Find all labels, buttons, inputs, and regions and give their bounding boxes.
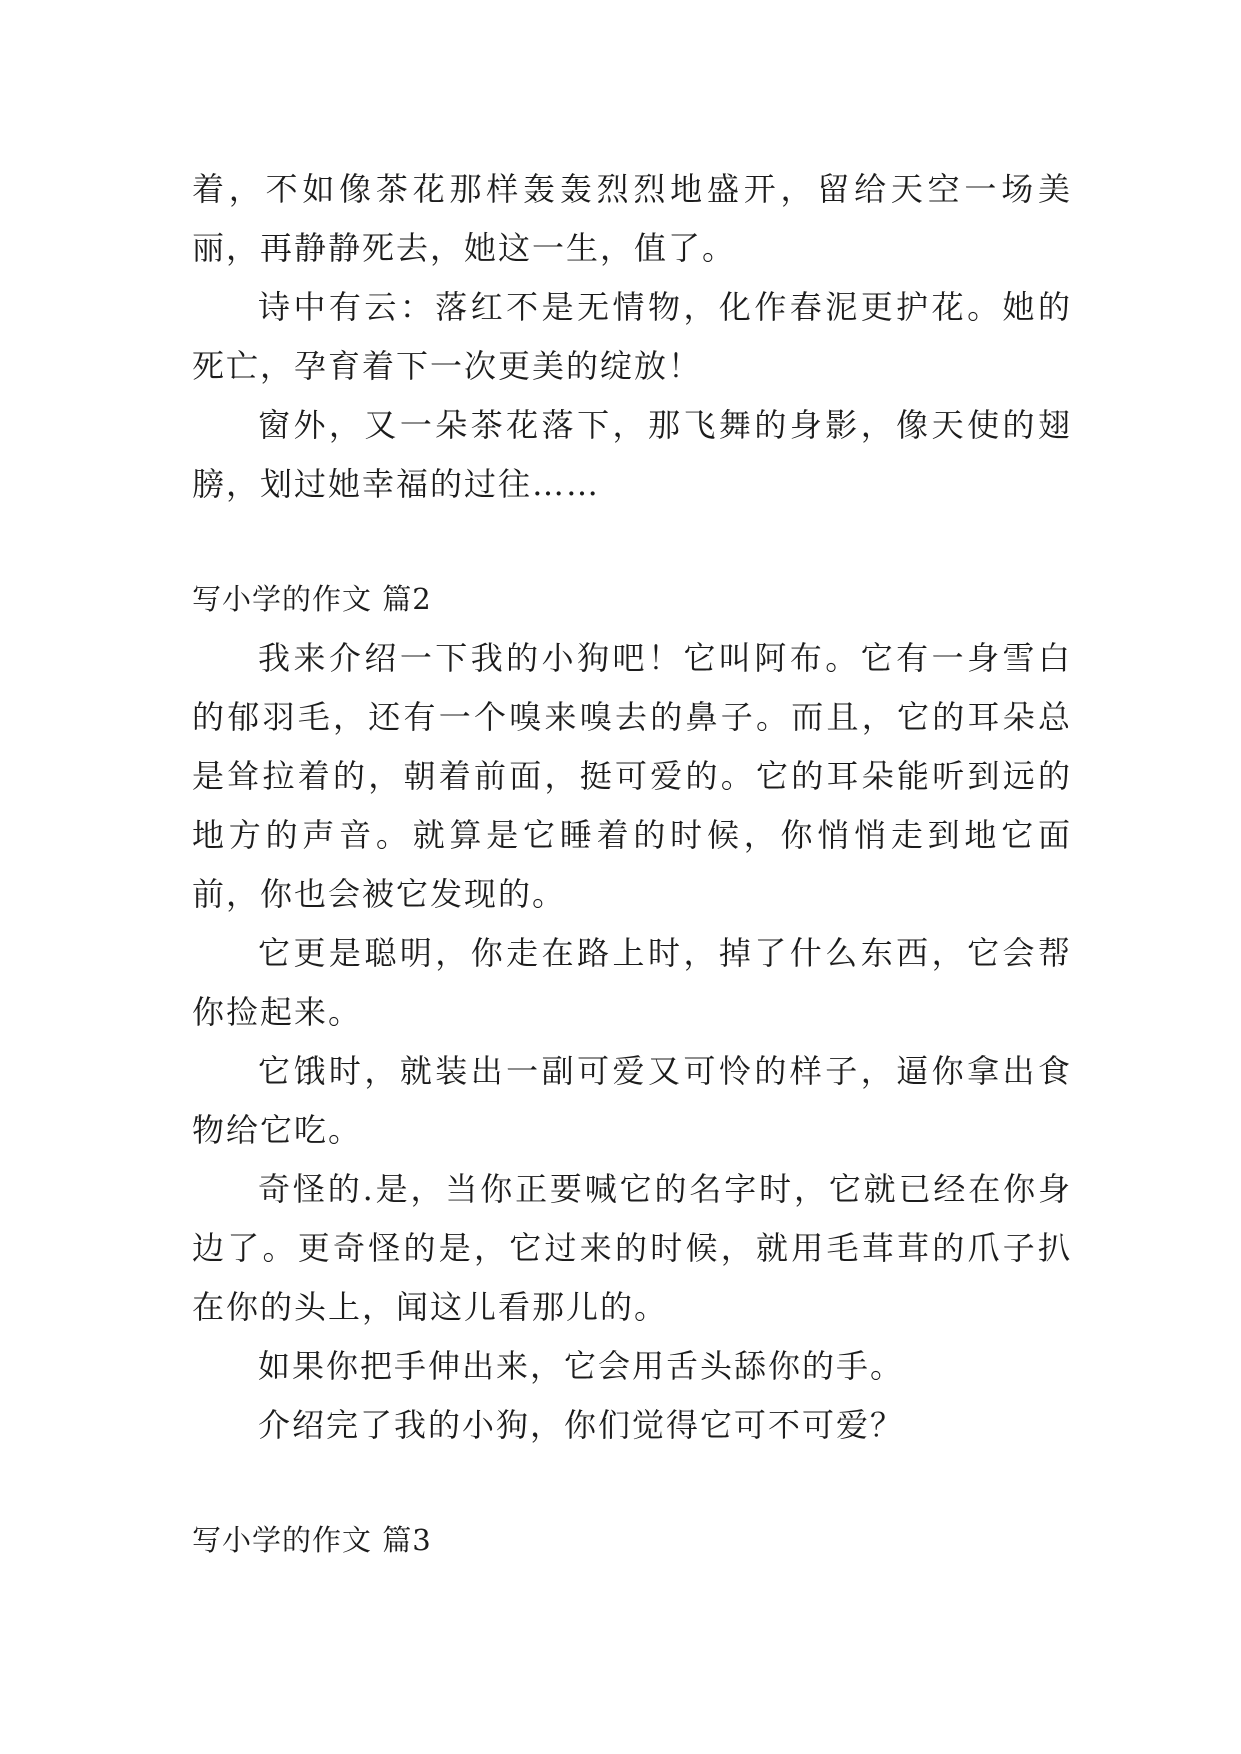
paragraph: 着，不如像茶花那样轰轰烈烈地盛开，留给天空一场美丽，再静静死去，她这一生，值了。 [192, 170, 1072, 267]
paragraph: 它更是聪明，你走在路上时，掉了什么东西，它会帮你捡起来。 [192, 934, 1072, 1031]
section-title: 写小学的作文 篇2 [192, 582, 432, 616]
section-title: 写小学的作文 篇3 [192, 1523, 432, 1557]
paragraph: 如果你把手伸出来，它会用舌头舔你的手。 [258, 1347, 905, 1385]
paragraph: 介绍完了我的小狗，你们觉得它可不可爱？ [258, 1406, 905, 1444]
document-body [192, 160, 1072, 1570]
paragraph: 诗中有云：落红不是无情物，化作春泥更护花。她的死亡，孕育着下一次更美的绽放！ [192, 288, 1072, 385]
paragraph: 窗外，又一朵茶花落下，那飞舞的身影，像天使的翅膀，划过她幸福的过往…… [192, 406, 1072, 503]
paragraph: 我来介绍一下我的小狗吧！它叫阿布。它有一身雪白的郁羽毛，还有一个嗅来嗅去的鼻子。而且，它的耳朵总是耸拉着的，朝着前面，挺可爱的。它的耳朵能听到远的地方的声音。就算是它睡着的时候，你悄悄走到地它面前，你也会被它发现的。 [192, 639, 1072, 913]
paragraph: 奇怪的.是，当你正要喊它的名字时，它就已经在你身边了。更奇怪的是，它过来的时候，就用毛茸茸的爪子扒在你的头上，闻这儿看那儿的。 [192, 1170, 1072, 1326]
paragraph: 它饿时，就装出一副可爱又可怜的样子，逼你拿出食物给它吃。 [192, 1052, 1072, 1149]
